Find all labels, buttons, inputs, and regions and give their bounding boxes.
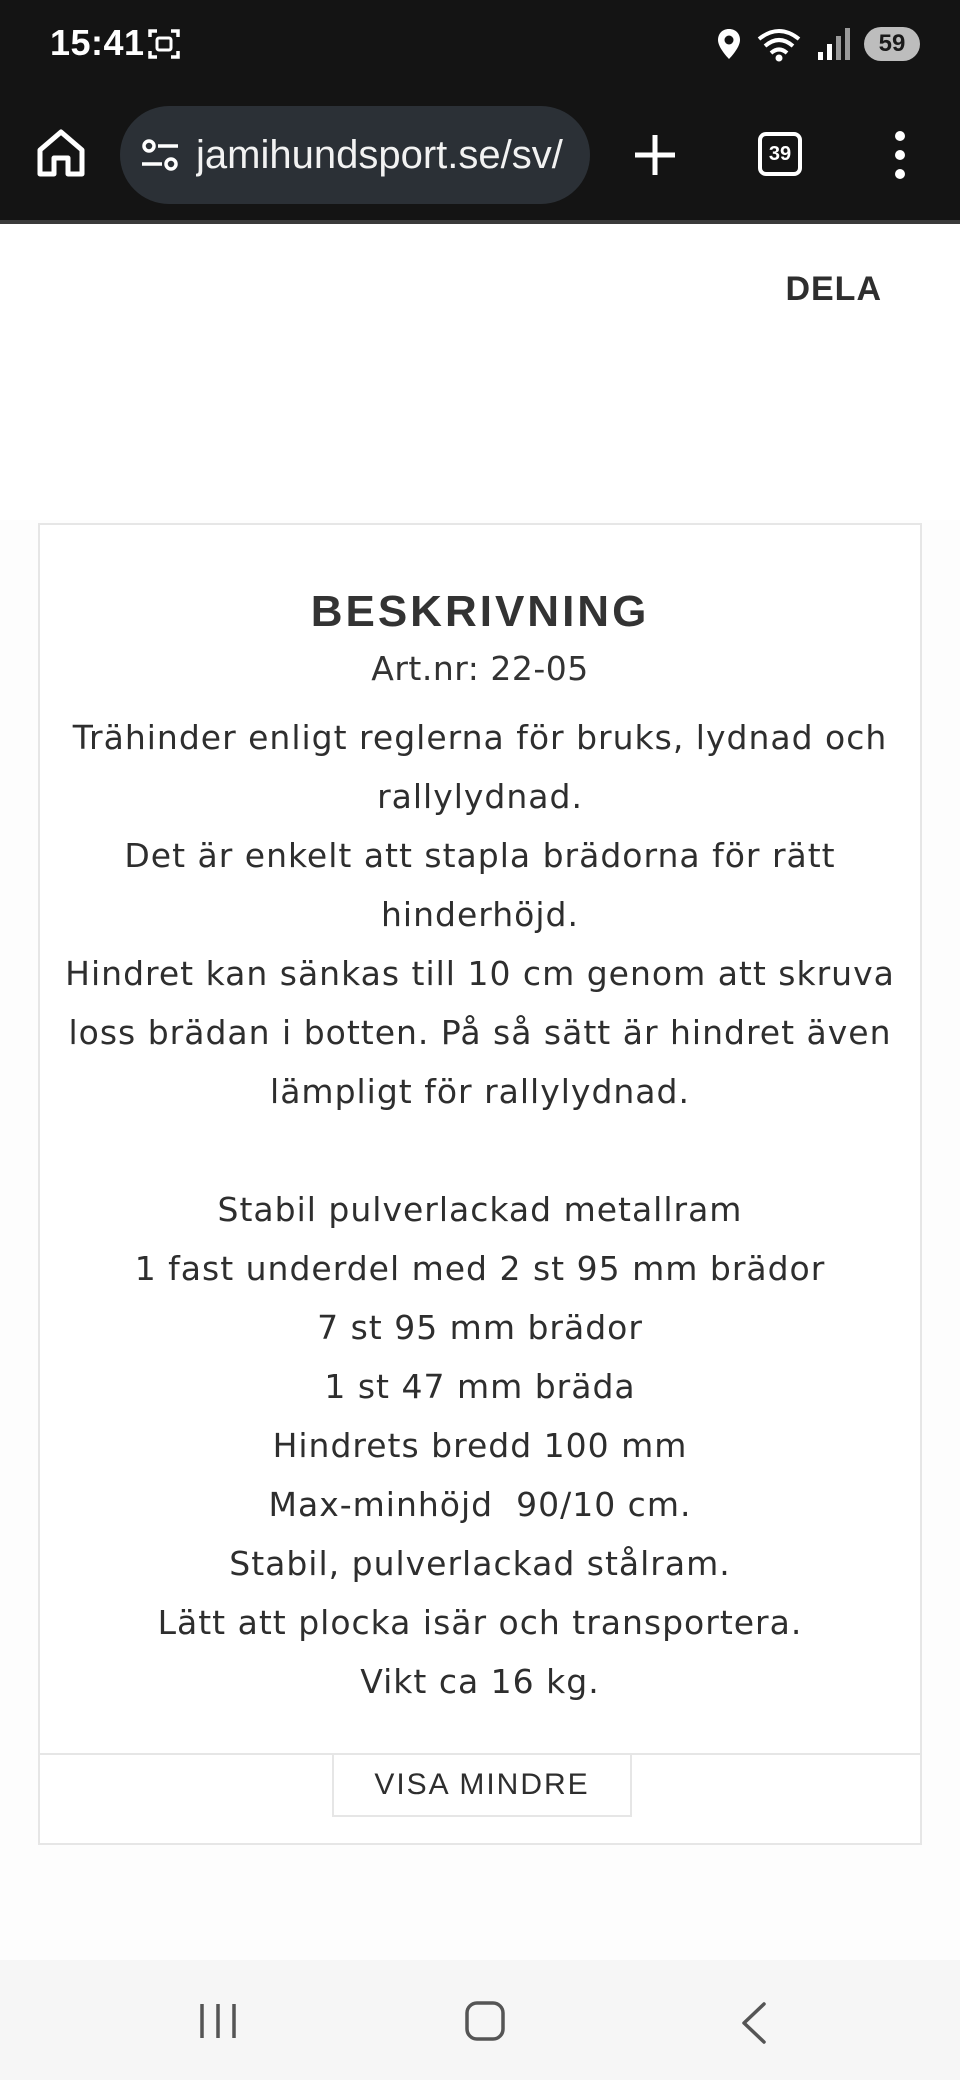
recents-icon[interactable] (196, 1998, 240, 2044)
spec-line: 1 st 47 mm bräda (324, 1367, 636, 1406)
show-less-button[interactable]: VISA MINDRE (332, 1755, 632, 1817)
back-icon[interactable] (738, 2000, 768, 2046)
description-line: lämpligt för rallylydnad. (270, 1072, 690, 1111)
status-bar (0, 0, 960, 90)
spec-line: 7 st 95 mm brädor (317, 1308, 643, 1347)
description-line: hinderhöjd. (381, 895, 579, 934)
location-icon (716, 27, 742, 61)
wifi-icon (756, 25, 802, 63)
plus-icon[interactable] (630, 130, 680, 180)
screenshot-icon (146, 26, 182, 62)
description-title: BESKRIVNING (310, 587, 650, 636)
spec-line: Max-minhöjd 90/10 cm. (268, 1485, 692, 1524)
url-text[interactable]: jamihundsport.se/sv/ (196, 132, 563, 177)
address-bar[interactable] (120, 106, 590, 204)
spec-line: Vikt ca 16 kg. (360, 1662, 600, 1701)
home-icon[interactable] (34, 126, 88, 180)
home-icon[interactable] (464, 2000, 506, 2042)
description-text (40, 708, 920, 1711)
more-vert-icon[interactable] (880, 128, 920, 182)
status-time: 15:41 (50, 22, 145, 63)
description-line: Hindret kan sänkas till 10 cm genom att skruva (65, 954, 895, 993)
spec-line: Stabil pulverlackad metallram (217, 1190, 743, 1229)
article-number: Art.nr: 22-05 (371, 649, 589, 688)
description-line: rallylydnad. (377, 777, 583, 816)
browser-toolbar (0, 90, 960, 224)
signal-icon (816, 26, 850, 62)
status-icons (716, 24, 920, 64)
description-line: Det är enkelt att stapla brädorna för rätt (124, 836, 836, 875)
tabs-icon[interactable]: 39 (758, 132, 802, 176)
navigation-bar (0, 1960, 960, 2080)
spec-line: Hindrets bredd 100 mm (272, 1426, 688, 1465)
battery-icon: 59 (864, 27, 920, 61)
description-body (40, 525, 920, 1755)
spec-line: 1 fast underdel med 2 st 95 mm brädor (134, 1249, 826, 1288)
paragraph-spacer (40, 1121, 920, 1180)
description-line: loss brädan i botten. På så sätt är hindret även (68, 1013, 892, 1052)
share-link[interactable]: DELA (785, 270, 882, 308)
spec-line: Stabil, pulverlackad stålram. (229, 1544, 731, 1583)
site-settings-icon[interactable] (138, 133, 182, 177)
description-line: Trähinder enligt reglerna för bruks, lydnad och (72, 718, 888, 757)
description-panel (38, 523, 922, 1845)
spec-line: Lätt att plocka isär och transportera. (157, 1603, 803, 1642)
